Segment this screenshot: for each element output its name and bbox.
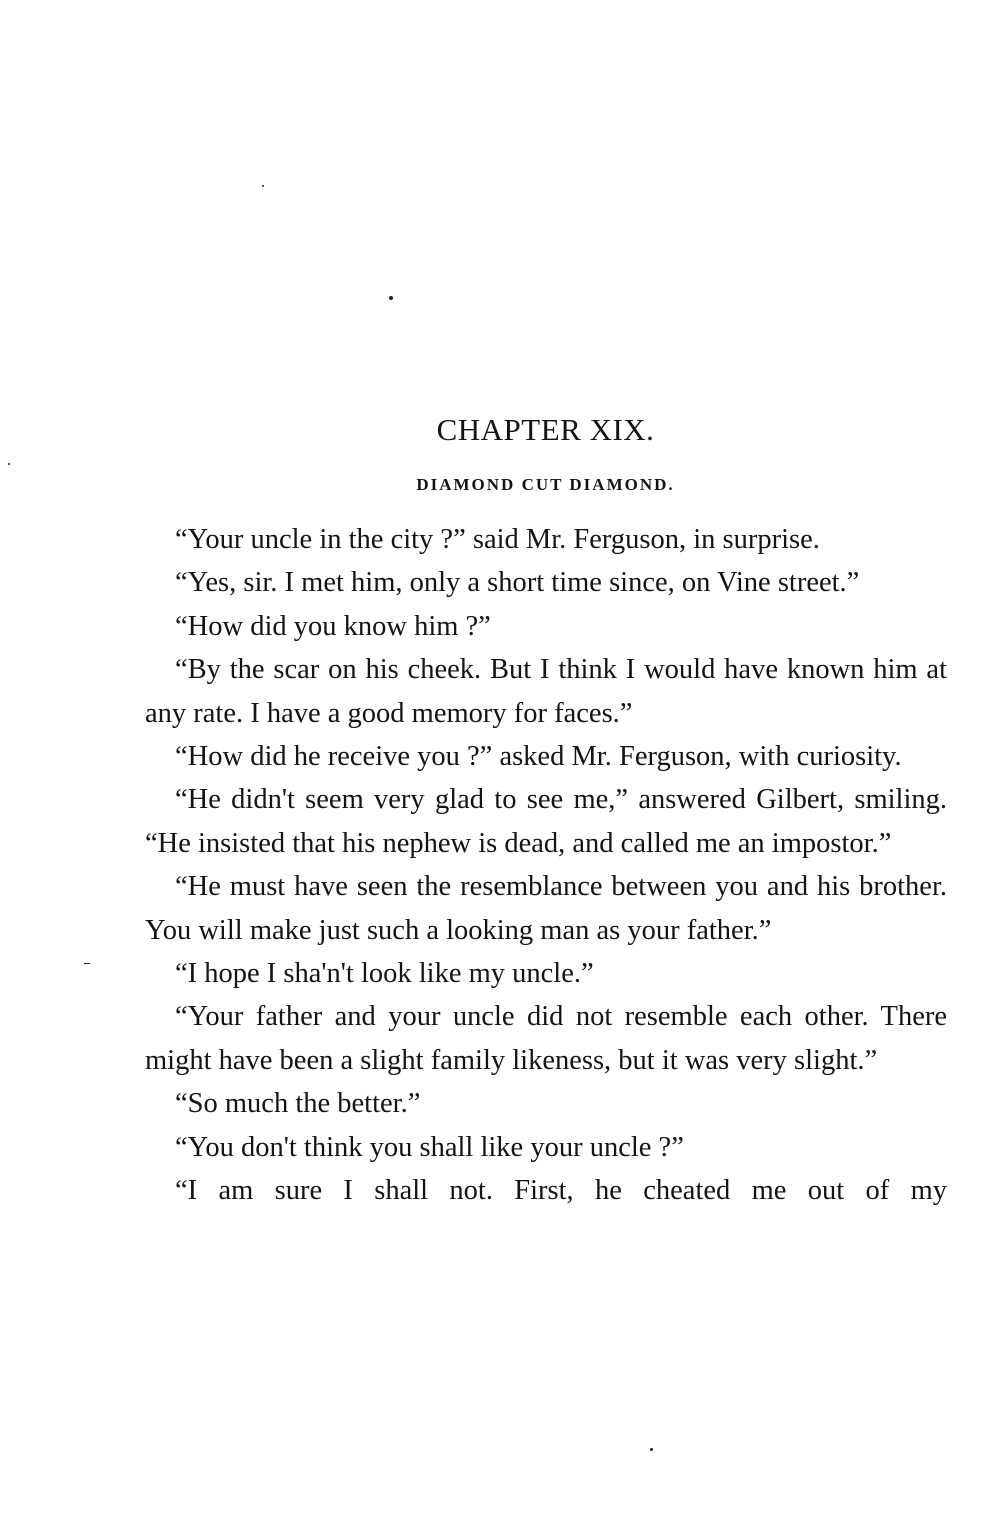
chapter-title: CHAPTER XIX. bbox=[436, 412, 655, 447]
body-text bbox=[145, 518, 947, 1213]
paragraph: “He must have seen the resemblance between you and his brother. You will make just such a looking man as your father.” bbox=[145, 871, 947, 946]
print-speck bbox=[389, 296, 393, 300]
paragraph: “I am sure I shall not. First, he cheated me out of my bbox=[175, 1175, 947, 1207]
print-speck bbox=[262, 185, 264, 187]
paragraph: “He didn't seem very glad to see me,” answered Gilbert, smiling. “He insisted that his nephew is dead, and called me an impostor.” bbox=[145, 784, 947, 859]
print-speck bbox=[8, 463, 10, 465]
print-speck bbox=[84, 963, 90, 964]
print-speck bbox=[650, 1448, 653, 1451]
paragraph: “How did he receive you ?” asked Mr. Ferguson, with curiosity. bbox=[175, 741, 902, 773]
paragraph: “Your father and your uncle did not resemble each other. There might have been a slight family likeness, but it was very slight.” bbox=[145, 1001, 947, 1076]
paragraph: “By the scar on his cheek. But I think I would have known him at any rate. I have a good memory for faces.” bbox=[145, 654, 947, 729]
paragraph: “So much the better.” bbox=[175, 1088, 421, 1120]
paragraph: “Yes, sir. I met him, only a short time since, on Vine street.” bbox=[175, 567, 860, 599]
paragraph: “How did you know him ?” bbox=[175, 610, 491, 642]
paragraph: “I hope I sha'n't look like my uncle.” bbox=[175, 958, 594, 990]
chapter-subtitle: DIAMOND CUT DIAMOND. bbox=[416, 475, 675, 494]
paragraph: “Your uncle in the city ?” said Mr. Ferguson, in surprise. bbox=[175, 524, 820, 555]
paragraph: “You don't think you shall like your uncle ?” bbox=[175, 1131, 684, 1163]
